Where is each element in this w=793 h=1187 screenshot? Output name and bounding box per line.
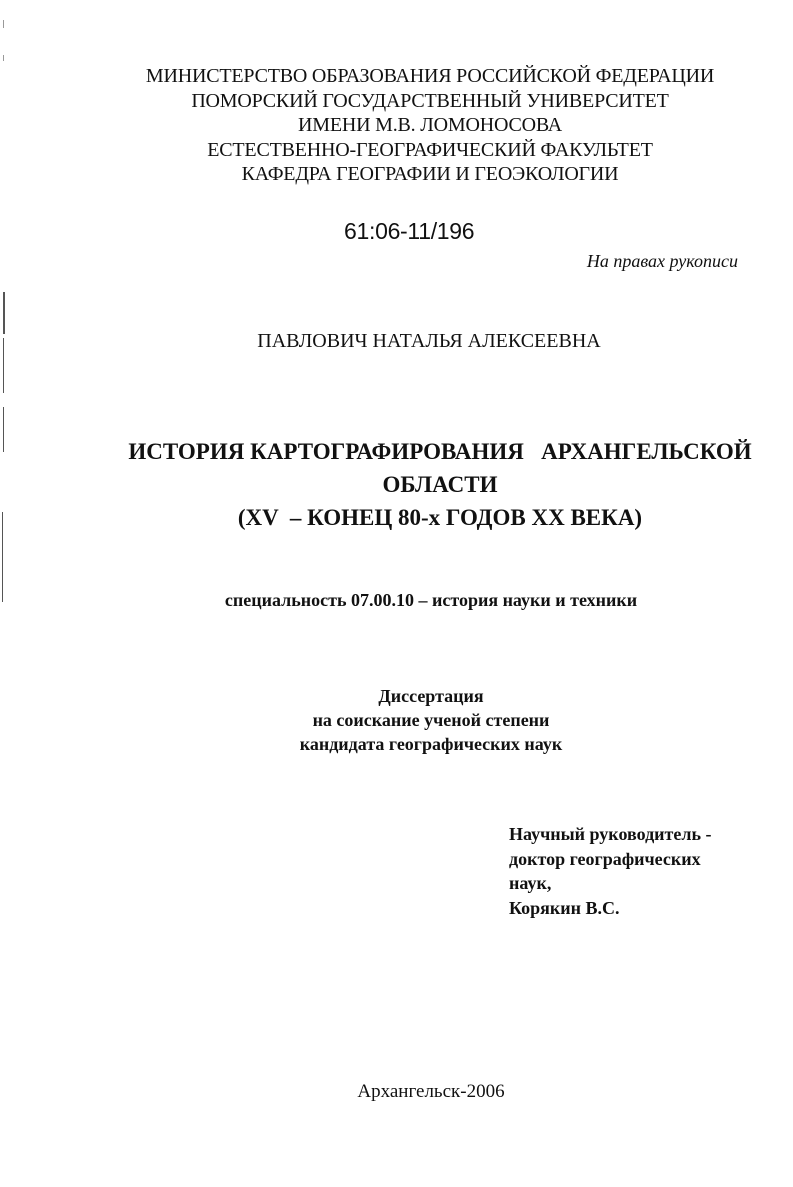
degree-line: кандидата географических наук bbox=[299, 734, 563, 754]
scan-edge-mark bbox=[3, 55, 4, 61]
scan-edge-mark bbox=[3, 407, 4, 452]
degree-line: Диссертация bbox=[378, 686, 484, 706]
header-line-ministry: МИНИСТЕРСТВО ОБРАЗОВАНИЯ РОССИЙСКОЙ ФЕДЕРАЦИИ bbox=[145, 65, 715, 87]
dissertation-title bbox=[100, 435, 780, 534]
supervisor-line: наук, bbox=[509, 873, 552, 893]
header-line-named-after: ИМЕНИ М.В. ЛОМОНОСОВА bbox=[298, 114, 562, 136]
city-year: Архангельск-2006 bbox=[357, 1081, 505, 1102]
degree-statement bbox=[0, 684, 793, 756]
institution-header bbox=[60, 64, 793, 187]
supervisor-info bbox=[509, 822, 712, 920]
header-line-department: КАФЕДРА ГЕОГРАФИИ И ГЕОЭКОЛОГИИ bbox=[241, 163, 619, 185]
catalog-code: 61:06-11/196 bbox=[344, 218, 475, 244]
degree-line: на соискание ученой степени bbox=[312, 710, 550, 730]
scan-edge-mark bbox=[3, 292, 5, 334]
title-line: ИСТОРИЯ КАРТОГРАФИРОВАНИЯ АРХАНГЕЛЬСКОЙ bbox=[128, 439, 752, 464]
header-line-faculty: ЕСТЕСТВЕННО-ГЕОГРАФИЧЕСКИЙ ФАКУЛЬТЕТ bbox=[207, 138, 653, 161]
supervisor-line: Научный руководитель - bbox=[509, 824, 712, 844]
author-name: ПАВЛОВИЧ НАТАЛЬЯ АЛЕКСЕЕВНА bbox=[257, 330, 601, 352]
header-line-university: ПОМОРСКИЙ ГОСУДАРСТВЕННЫЙ УНИВЕРСИТЕТ bbox=[191, 89, 669, 112]
specialty-line: специальность 07.00.10 – история науки и техники bbox=[224, 590, 638, 610]
supervisor-name: Корякин В.С. bbox=[509, 897, 620, 918]
scan-edge-mark bbox=[3, 20, 4, 28]
title-line: (XV – КОНЕЦ 80-х ГОДОВ XX ВЕКА) bbox=[237, 505, 643, 530]
rights-note: На правах рукописи bbox=[586, 251, 738, 271]
scan-edge-mark bbox=[2, 512, 3, 602]
supervisor-line: доктор географических bbox=[509, 848, 701, 869]
title-line: ОБЛАСТИ bbox=[382, 472, 498, 497]
